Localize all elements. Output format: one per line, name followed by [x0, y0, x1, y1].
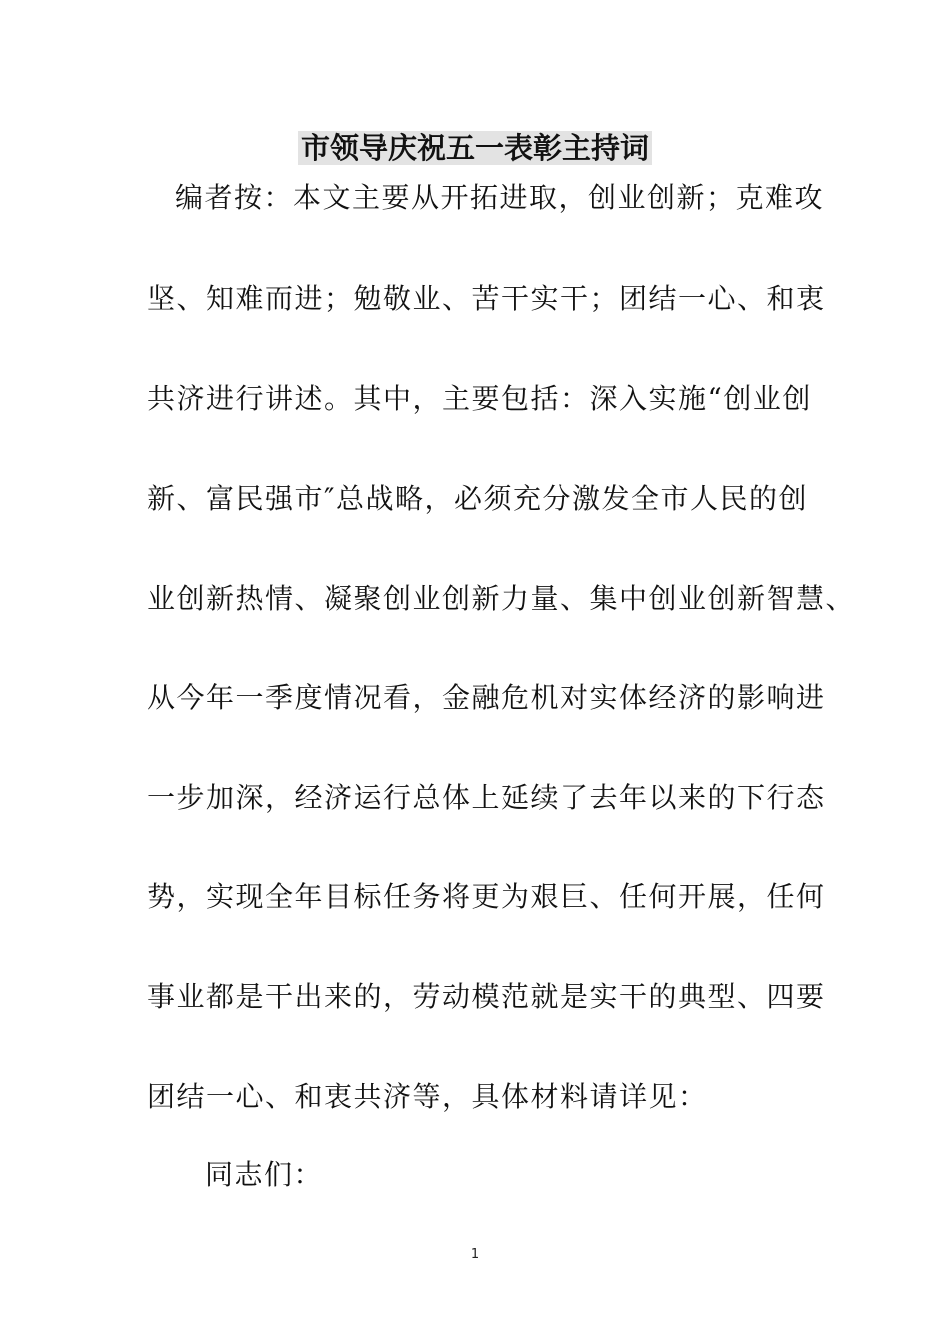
body-line-9: 事业都是干出来的，劳动模范就是实干的典型、四要 — [147, 980, 826, 1013]
body-line-8: 势，实现全年目标任务将更为艰巨、任何开展，任何 — [147, 880, 826, 913]
body-line-4: 新、富民强市″总战略，必须充分激发全市人民的创 — [147, 482, 808, 515]
body-line-7: 一步加深，经济运行总体上延续了去年以来的下行态 — [147, 781, 826, 814]
body-line-3: 共济进行讲述。其中，主要包括：深入实施“创业创 — [147, 382, 812, 415]
body-line-5: 业创新热情、凝聚创业创新力量、集中创业创新智慧、 — [147, 582, 856, 615]
body-line-1: 编者按：本文主要从开拓进取，创业创新；克难攻 — [175, 181, 825, 214]
page-number: 1 — [470, 1247, 480, 1262]
body-line-6: 从今年一季度情况看，金融危机对实体经济的影响进 — [147, 681, 826, 714]
body-line-2: 坚、知难而进；勉敬业、苦干实干；团结一心、和衷 — [147, 282, 826, 315]
document-title: 市领导庆祝五一表彰主持词 — [0, 128, 950, 168]
body-line-10: 团结一心、和衷共济等，具体材料请详见： — [147, 1080, 708, 1113]
salutation: 同志们： — [205, 1158, 324, 1191]
